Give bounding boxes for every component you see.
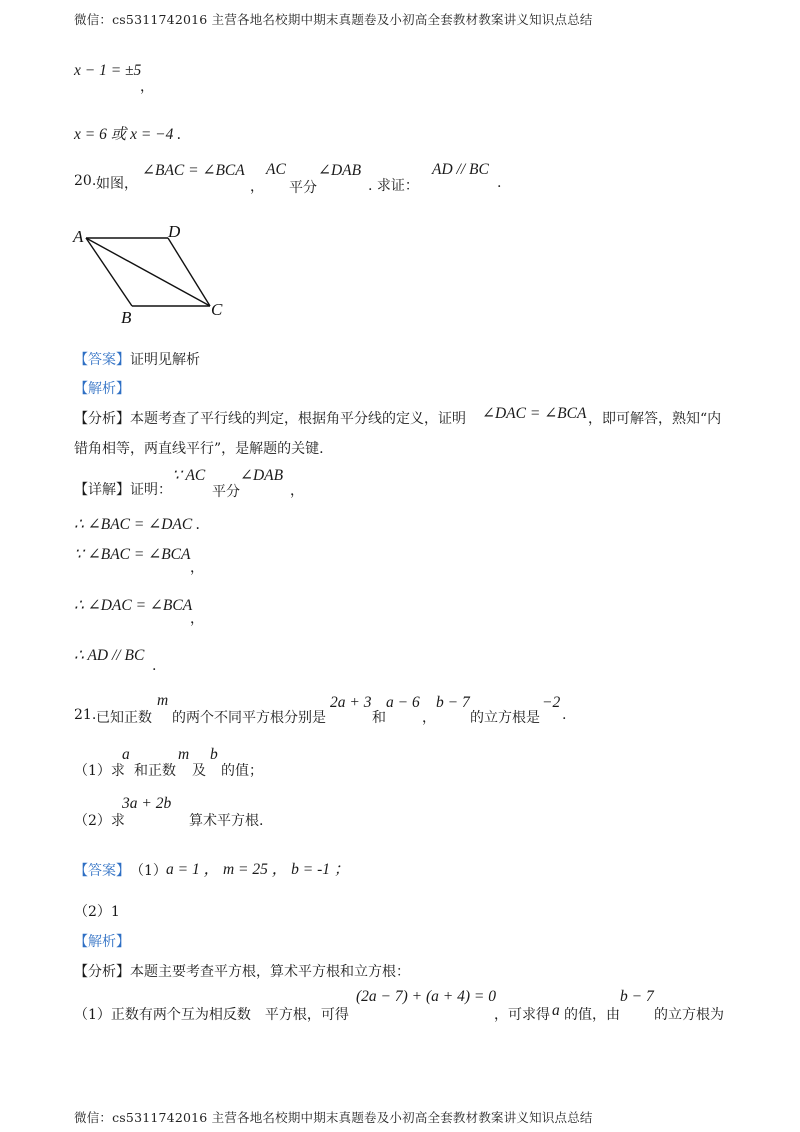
prev-solution-line2: x = 6 或 x = −4 . bbox=[74, 126, 182, 143]
q21-answer-part1-label: （1） bbox=[130, 863, 167, 879]
q20-prove-label: . 求证： bbox=[368, 178, 419, 194]
q20-detail-label: 【详解】 bbox=[74, 482, 130, 498]
q20-step-1: ∴ ∠BAC = ∠DAC . bbox=[74, 516, 200, 533]
page-footer: 微信：cs5311742016 主营各地名校期中期末真题卷及小初高全套教材教案讲义知识点总结 bbox=[74, 1110, 593, 1125]
segment-ac bbox=[86, 238, 210, 306]
q21-answer-label: 【答案】 bbox=[74, 863, 130, 879]
q20-ac: AC bbox=[266, 161, 286, 178]
segment-ab bbox=[86, 238, 132, 306]
q20-because-angle: ∠DAB bbox=[240, 467, 284, 484]
q20-detail-text: 证明： bbox=[130, 482, 172, 498]
q21-part1-b: b bbox=[210, 746, 218, 763]
q20-given-angles: ∠BAC = ∠BCA bbox=[142, 162, 245, 179]
q20-bisect: 平分 bbox=[289, 180, 317, 196]
q21-last-text-a: （1）正数有两个互为相反数 平方根，可得 bbox=[74, 1007, 349, 1023]
q20-analysis-label: 【解析】 bbox=[74, 381, 130, 397]
q20-because-bisect: 平分 bbox=[212, 484, 240, 500]
vertex-label-c: C bbox=[211, 300, 223, 319]
q20-step-2-comma: ， bbox=[190, 560, 204, 576]
q21-cube-root: −2 bbox=[542, 694, 561, 711]
q21-text-6: . bbox=[562, 707, 567, 723]
q21-root-2: a − 6 bbox=[386, 694, 420, 711]
q20-conclusion: AD // BC bbox=[432, 161, 489, 178]
q21-part2-text: 算术平方根. bbox=[189, 813, 264, 829]
q20-angle-dab: ∠DAB bbox=[318, 162, 362, 179]
q21-last-text-d: 的立方根为 bbox=[654, 1007, 724, 1023]
q20-answer-label: 【答案】 bbox=[74, 352, 130, 368]
q21-answer-part2: （2）1 bbox=[74, 904, 120, 920]
q21-part1-m: m bbox=[178, 746, 190, 763]
vertex-label-d: D bbox=[168, 222, 181, 241]
q20-step-4-end: . bbox=[152, 658, 157, 674]
q21-text-4: ， bbox=[422, 710, 436, 726]
q21-fenxi-label: 【分析】 bbox=[74, 964, 130, 980]
prev-solution-line1: x − 1 = ±5 bbox=[74, 62, 142, 79]
q21-fenxi-text: 本题主要考查平方根，算术平方根和立方根： bbox=[130, 964, 410, 980]
q21-part1-a: a bbox=[122, 746, 130, 763]
q21-last-var: a bbox=[552, 1002, 560, 1019]
q20-fenxi-line2: 错角相等，两直线平行”，是解题的关键. bbox=[74, 441, 324, 457]
vertex-label-a: A bbox=[73, 227, 84, 246]
q21-last-expr: b − 7 bbox=[620, 988, 654, 1005]
q20-because-ac: ∵ AC bbox=[172, 467, 206, 484]
page-header: 微信：cs5311742016 主营各地名校期中期末真题卷及小初高全套教材教案讲义知识点总结 bbox=[74, 12, 593, 27]
vertex-label-b: B bbox=[121, 308, 132, 326]
q20-answer-text: 证明见解析 bbox=[130, 352, 200, 368]
q21-last-equation: (2a − 7) + (a + 4) = 0 bbox=[356, 988, 496, 1005]
q20-step-4: ∴ AD // BC bbox=[74, 647, 145, 664]
q21-last-text-b: ，可求得 bbox=[494, 1007, 550, 1023]
q20-comma: ， bbox=[250, 179, 264, 195]
segment-dc bbox=[168, 238, 210, 306]
q20-parallelogram-figure bbox=[70, 222, 240, 326]
q20-intro: 如图， bbox=[96, 176, 138, 192]
q20-step-2: ∵ ∠BAC = ∠BCA bbox=[74, 546, 191, 563]
q21-answer-part1: a = 1 ， m = 25 ， b = -1 ； bbox=[166, 861, 350, 878]
q21-text-5: 的立方根是 bbox=[470, 710, 540, 726]
prev-solution-comma: ， bbox=[140, 79, 154, 95]
q21-part2-label: （2）求 bbox=[74, 813, 125, 829]
q21-text-3: 和 bbox=[372, 710, 386, 726]
q21-analysis-label: 【解析】 bbox=[74, 934, 130, 950]
q20-fenxi-math: ∠DAC = ∠BCA bbox=[482, 405, 587, 422]
q21-part2-expr: 3a + 2b bbox=[122, 795, 172, 812]
q20-fenxi-text-b: ，即可解答，熟知“内 bbox=[588, 411, 722, 427]
q21-part1-text-1: 和正数 bbox=[134, 763, 176, 779]
q20-number: 20. bbox=[74, 173, 97, 189]
q20-end: . bbox=[497, 175, 502, 191]
q21-root-1: 2a + 3 bbox=[330, 694, 372, 711]
q20-fenxi-text-a: 本题考查了平行线的判定，根据角平分线的定义，证明 bbox=[130, 411, 466, 427]
q21-m: m bbox=[157, 692, 169, 709]
q20-step-3-comma: ， bbox=[190, 611, 204, 627]
q21-part1-label: （1）求 bbox=[74, 763, 125, 779]
q21-part1-text-3: 的值； bbox=[221, 763, 263, 779]
q21-part1-text-2: 及 bbox=[192, 763, 206, 779]
q20-step-3: ∴ ∠DAC = ∠BCA bbox=[74, 597, 193, 614]
q21-text-1: 已知正数 bbox=[96, 710, 152, 726]
q21-text-2: 的两个不同平方根分别是 bbox=[172, 710, 326, 726]
q21-number: 21. bbox=[74, 707, 97, 723]
q21-cube-expr: b − 7 bbox=[436, 694, 470, 711]
q20-because-comma: ， bbox=[290, 483, 304, 499]
q20-fenxi-label: 【分析】 bbox=[74, 411, 130, 427]
q21-last-text-c: 的值，由 bbox=[564, 1007, 620, 1023]
